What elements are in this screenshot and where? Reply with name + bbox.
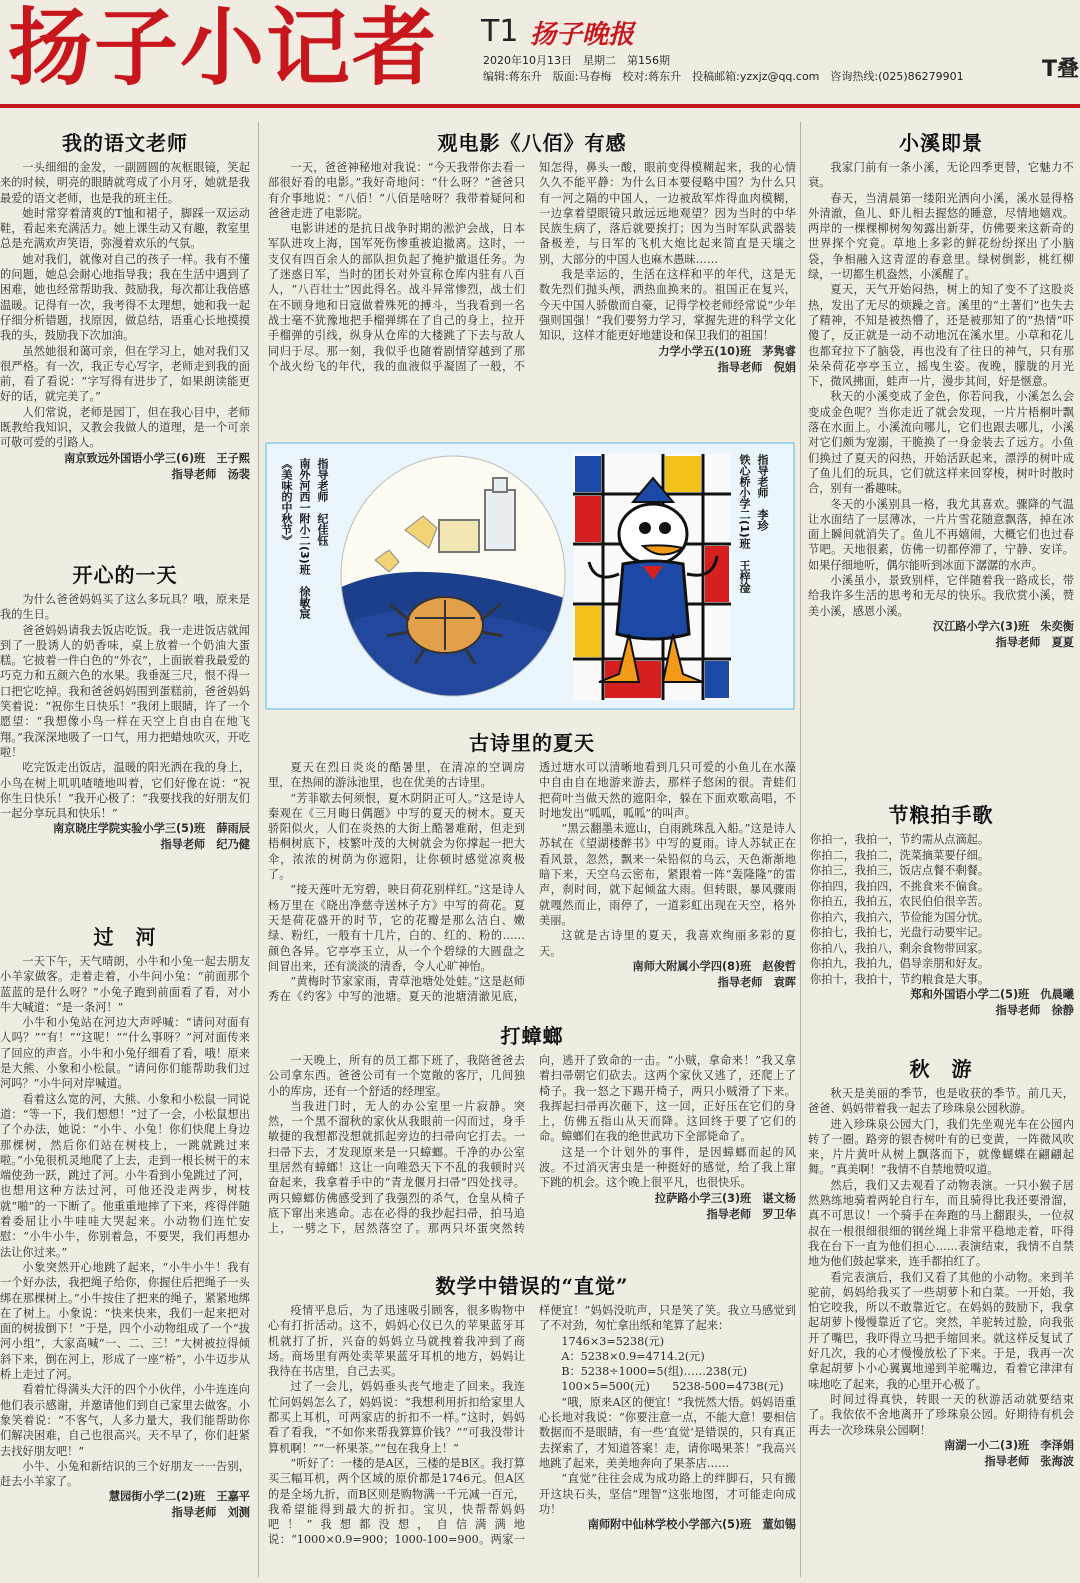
article-clapping-song — [808, 802, 1074, 1019]
paragraph: 看着这么宽的河，大熊、小象和小松鼠一同说道：“等一下，我们想想！”过了一会，小松鼠想出了个办法，她说：“小牛、小兔！你们快爬上身边那棵树，然后你们站在树枝上，一跳就跳过来啦。”小兔很机灵地爬了上去，走到一根长树干的末端使劲一跃，跳过了河。小牛看到小兔跳过了河，也想用这种方法过河，可他还没走两步，树枝就“啪”的一下断了。他重重地摔了下来，疼得伴随着委屈让小牛哇哇大哭起来。小动物们连忙安慰：“小牛小牛，你别着急，不要哭，我们再想办法让你过来。” — [0, 1092, 250, 1259]
article-title: 我的语文老师 — [62, 131, 188, 155]
paragraph: 进入珍珠泉公园大门，我们先坐观光车在公园内转了一圈。路旁的银杏树叶有的已变黄，一阵微风吹来，片片黄叶从树上飘落而下，就像蝴蝶在翩翩起舞。“真美啊！”我情不自禁地赞叹道。 — [808, 1117, 1074, 1177]
article-title: 节粮拍手歌 — [888, 803, 994, 827]
article-title: 秋 游 — [909, 1057, 973, 1081]
teacher-byline: 指导老师 张海波 — [984, 1454, 1074, 1468]
crab-drawing-icon — [335, 450, 571, 702]
calculation-line: 100×5=500(元) 5238-500=4738(元) — [561, 1380, 784, 1394]
article-babai-review — [268, 130, 796, 418]
author-byline: 南师大附属小学四(8)班 赵俊哲 — [632, 959, 796, 973]
article-autumn-outing — [808, 1056, 1074, 1470]
teacher-byline: 指导老师 罗卫华 — [706, 1207, 796, 1221]
paragraph: 人们常说，老师是园丁，但在我心目中，老师既教给我知识，又教会我做人的道理，是一个可亲可敬可爱的引路人。 — [0, 405, 250, 450]
poem-line: 你拍七，我拍七，光盘行动要牢记。 — [810, 926, 990, 939]
article-happy-day — [0, 562, 250, 853]
article-title: 小溪即景 — [899, 131, 983, 155]
paper-name-logo: 扬子晚报 — [530, 20, 635, 50]
paragraph: “黄梅时节家家雨，青草池塘处处蛙。”这是赵师秀在《约客》中写的池塘。夏天的池塘清澈见底，透过塘水可以清晰地看到几只可爱的小鱼儿在水藻中自由自在地游来游去，那样子悠闲的很。青蛙们把荷叶当做天然的遮阳伞，躲在下面欢歌高唱，不时地发出“呱呱，呱呱”的叫声。 — [268, 761, 796, 1004]
paragraph: 秋天的小溪变成了金色，你若问我，小溪怎么会变成金色呢？当你走近了就会发现，一片片梧桐叶飘落在水面上。小溪流向哪儿，它们也跟去哪儿，小溪对它们颇为宠溺，干脆换了一身金装去了远方。小鱼们换过了夏天的闷热，开始活跃起来，漂浮的树叶成了鱼儿们的玩具，它们就这样来回穿梭，树叶时散时合，别有一番趣味。 — [808, 390, 1074, 496]
poem-line: 你拍三，我拍三，饭店点餐不剩餐。 — [810, 864, 990, 877]
paragraph: 时间过得真快，转眼一天的秋游活动就要结束了。我依依不舍地离开了珍珠泉公园。好期待有机会再去一次珍珠泉公园啊！ — [808, 1392, 1074, 1437]
author-byline: 南京晓庄学院实验小学三(5)班 薛雨辰 — [52, 822, 250, 836]
masthead-title: 扬子小记者 — [8, 0, 439, 97]
paragraph: 看着忙得满头大汗的四个小伙伴，小牛连连向他们表示感谢，并邀请他们到自己家里去做客。小象笑着说：“不客气，人多力量大，我们能帮助你们解决困难，自己也很高兴。天不早了，你们赶紧去找好朋友吧！” — [0, 1383, 250, 1458]
article-title: 观电影《八佰》有感 — [437, 131, 627, 155]
page-number: T1 — [481, 14, 519, 49]
article-stream-scene — [808, 130, 1074, 651]
teacher-byline: 指导老师 刘测 — [171, 1506, 250, 1520]
paragraph: “直觉”往往会成为成功路上的绊脚石，只有搬开这块石头，坚信“理智”这张地图，才可能走向成功！ — [539, 1472, 796, 1516]
poem-line: 你拍五，我拍五，农民伯伯很辛苦。 — [810, 895, 990, 908]
poem-lines — [808, 832, 1074, 987]
paragraph: “听好了：一楼的是A区，三楼的是B区。我打算买三幅耳机，两个区域的原价都是1746元。但A区的是全场九折，而B区则是购物满一千元减一百元，我希望能得到最大的折扣。宝贝，快帮帮妈妈吧！”我想都没想，自信满满地说：“1000×0.9=900；1000-100=900。两家一样便宜！”妈妈没吭声，只是笑了笑。我立马感觉到了不对劲，匆忙拿出纸和笔算了起来： — [268, 1304, 796, 1547]
teacher-byline: 指导老师 徐静 — [995, 1004, 1074, 1017]
paragraph: 一天晚上，所有的员工都下班了，我陪爸爸去公司拿东西。爸爸公司有一个宽敞的客厅，几间独小的库房，还有一个舒适的经理室。 — [268, 1054, 525, 1098]
article-yuwen-teacher — [0, 130, 250, 483]
paragraph: 当我进门时，无人的办公室里一片寂静。突然，一个黑不溜秋的家伙从我眼前一闪而过，身手敏捷的我想都没想就抓起旁边的扫帚向它打去。一扫帚下去，才发现原来是一只蟑螂。千净的办公室里居然有蟑螂！这让一向唯恐天下不乱的我顿时兴奋起来，我拿着手中的“青龙偃月扫帚”四处找寻。两只蟑螂仿佛感受到了我强烈的杀气，仓皇从椅子底下窜出来逃命。志在必得的我抄起扫帚，拍马追上，一劈之下，居然落空了。那两只坏蛋突然转向，逃开了致命的一击。“小贼，拿命来！”我又拿着扫帚朝它们砍去。这两个家伙又逃了，还爬上了椅子。我一怒之下踢开椅子，两只小贼滑了下来。我挥起扫帚再次砸下，这一回，正好压在它们的身上，仿佛五指山从天而降。这回终于要了它们的命。蟑螂们在我的绝世武功下全部毙命了。 — [268, 1054, 796, 1236]
author-byline: 南湖一小二(3)班 李泽娟 — [944, 1438, 1074, 1452]
author-byline: 南京致远外国语小学三(6)班 王子熙 — [64, 451, 250, 465]
paragraph: 看完表演后，我们又看了其他的小动物。来到羊驼前，妈妈给我买了一些胡萝卜和白菜。一开始，我怕它咬我，所以不敢靠近它。在妈妈的鼓励下，我拿起胡萝卜慢慢靠近了它。突然，羊驼转过脸，向我张开了嘴巴，我吓得立马把手缩回来。就这样反复试了好几次，我的心才慢慢放松了下来。于是，我再一次拿起胡萝卜小心翼翼地递到羊驼嘴边，看着它津津有味地吃了起来，我的心里开心极了。 — [808, 1270, 1074, 1391]
paragraph: “黑云翻墨未遮山，白雨跳珠乱入船。”这是诗人苏轼在《望湖楼醉书》中写的夏雨。诗人苏轼正在看风景，忽然，飘来一朵铅似的乌云，天色渐渐地暗下来，天空乌云密布，紧跟着一阵“轰隆隆”的雷声，刹时间，就下起倾盆大雨。但转眼，暴风骤雨就嘎然而止，雨停了，一道彩虹出现在天空，格外美丽。 — [539, 822, 796, 927]
paragraph: 然后，我们又去观看了动物表演。一只小猴子居然熟练地骑着两轮自行车，而且骑得比我还要滑溜，真不可思议！一个骑手在奔跑的马上翻跟头，一位叔叔在一根很细很细的钢丝绳上非常平稳地走着，吓得我在台下一直为他们担心……表演结束，我情不自禁地为他们鼓起掌来，连手都拍红了。 — [808, 1178, 1074, 1269]
paragraph: 我家门前有一条小溪，无论四季更替，它魅力不衰。 — [808, 161, 1074, 190]
teacher-byline: 指导老师 倪娟 — [717, 360, 796, 374]
paragraph: 小牛和小兔站在河边大声呼喊：“请问对面有人吗？”“有！”“这呢！”“什么事呀？”河对面传来了回应的声音。小牛和小兔仔细看了看，哦！原来是大熊、小象和小松鼠。“请问你们能帮助我们过河吗？”小牛问对岸喊道。 — [0, 1016, 250, 1091]
article-title: 打蟑螂 — [500, 1024, 564, 1048]
poem-line: 你拍九，我拍九，倡导亲朋和好友。 — [810, 957, 990, 970]
artwork-credit: 铁心桥小学二(1)班 王梓淦 — [738, 454, 751, 593]
paragraph: 这是一个计划外的事件，是因蟑螂而起的风波。不过消灭害虫是一种挺好的感觉，给了我上窜下跳的机会。这个晚上很平凡，也很快乐。 — [539, 1145, 796, 1190]
paragraph: 过了一会儿，妈妈垂头丧气地走了回来。我连忙问妈妈怎么了，妈妈说：“我想利用折扣给家里人都买上耳机，可两家店的折扣不一样。”这时，妈妈看了看我，“不如你来帮我算算价钱？”“可我没带计算机啊！”“一杯果茶。”“包在我身上！” — [268, 1380, 525, 1455]
article-title: 开心的一天 — [72, 563, 178, 587]
article-math-intuition — [268, 1273, 796, 1579]
paragraph: 她对我们，就像对自己的孩子一样。我有不懂的问题，她总会耐心地指导我；我在生活中遇到了困难，她也经常帮助我、鼓励我，每次都让我倍感温暖。记得有一次，我考得不太理想，她和我一起仔细分析错题，找原因，做总结，语重心长地摸摸我的头，鼓励我下次加油。 — [0, 252, 250, 343]
paragraph: 一天下午，天气晴朗，小牛和小兔一起去朋友小羊家做客。走着走着，小牛问小兔：“前面那个蓝蓝的是什么呀？”小兔子跑到前面看了看，对小牛大喊道：“是一条河！” — [0, 955, 250, 1014]
author-byline: 汉江路小学六(3)班 朱奕衡 — [932, 619, 1074, 633]
column-divider — [800, 122, 801, 1577]
article-title: 古诗里的夏天 — [469, 731, 595, 755]
poem-line: 你拍二，我拍二，洗菜摘菜要仔细。 — [810, 848, 990, 862]
paragraph: 一天，爸爸神秘地对我说：“今天我带你去看一部很好看的电影。”我好奇地问：“什么呀？”爸爸只有介事地说：“八佰！”八佰是啥呀？我带着疑问和爸爸走进了电影院。 — [268, 161, 525, 220]
paragraph: 小象突然开心地跳了起来，“小牛小牛！我有一个好办法，我把绳子给你，你握住后把绳子一头绑在那棵树上。”小牛按住了把来的绳子，紧紧地绑在了树上。小象说：“快来快来，我们一起来把对面的树拔倒下！”于是，四个小动物组成了一个“拔河小组”，大家高喊“一、二、三！”大树被拉得倾斜下来，倒在河上，形成了一座“桥”，小牛迈步从桥上走过了河。 — [0, 1260, 250, 1382]
teacher-byline: 指导老师 夏夏 — [995, 635, 1074, 649]
artwork-teacher: 指导老师 纪佳钰 — [316, 458, 329, 546]
column-divider — [258, 122, 259, 1577]
duck-drawing-icon — [573, 454, 731, 700]
masthead-rule — [0, 104, 1080, 108]
paragraph: 春天，当清晨第一缕阳光洒向小溪，溪水显得格外清澈，鱼儿、虾儿相去握悠的睡意，尽情地嬉戏。两岸的一棵棵柳树匆匆露出新芽，仿佛要来这新奇的世界探个究竟。草地上多彩的鲜花纷纷探出了小脑袋，争相融入这青涩的春意里。绿树倒影，桃红柳绿，一切都生机盎然，小溪醒了。 — [808, 191, 1074, 282]
paragraph: 冬天的小溪别具一格，我尤其喜欢。骤降的气温让水面结了一层薄冰，一片片雪花随意飘落，掉在冰面上瞬间就消失了。鱼儿不再嬉闹，大概它们也过春节吧。天地很素，仿佛一切都停滞了，宁静、安详。如果仔细地听，偶尔能听到冰面下潺潺的水声。 — [808, 497, 1074, 572]
paragraph: 这就是古诗里的夏天，我喜欢绚丽多彩的夏天。 — [539, 929, 796, 958]
author-byline: 郑和外国语小学二(5)班 仇晨曦 — [910, 988, 1074, 1001]
paragraph: 我是幸运的，生活在这样和平的年代，这是无数先烈们抛头颅，洒热血换来的。祖国正在复兴，今天中国人骄傲而自豪，记得学校老师经常说“少年强则国强！”我们要努力学习，掌握先进的科学文化知识，这样才能更好地建设和保卫我们的祖国！ — [539, 268, 796, 343]
artwork-panel — [265, 442, 795, 710]
author-byline: 南师附中仙林学校小学部六(5)班 董如锡 — [587, 1518, 796, 1532]
paragraph: 她时常穿着清爽的T恤和裙子，脚踩一双运动鞋，看起来充满活力。她上课生动又有趣，教室里总是充满欢声笑语，弥漫着欢乐的气氛。 — [0, 206, 250, 251]
paragraph: 吃完饭走出饭店，温暖的阳光洒在我的身上，小鸟在树上叽叽喳喳地叫着，它们好像在说：“祝你生日快乐！”我开心极了：“我要找我的好朋友们一起分享玩具和快乐！” — [0, 761, 250, 821]
calculation-block — [539, 1334, 796, 1395]
author-byline: 力学小学五(10)班 茅隽睿 — [658, 344, 796, 358]
paragraph: 为什么爸爸妈妈买了这么多玩具？哦，原来是我的生日。 — [0, 593, 250, 622]
paragraph: 爸爸妈妈请我去饭店吃饭。我一走进饭店就闻到了一股诱人的奶香味，桌上放着一个奶油大蛋糕。它披着一件白色的“外衣”，上面嵌着我最爱的巧克力和五颜六色的水果。我垂涎三尺，恨不得一口把它吃掉。我和爸爸妈妈围到蛋糕前，爸爸妈妈笑着说：“祝你生日快乐！”我闭上眼睛，许了一个愿望：“我想像小鸟一样在天空上自由自在地飞翔。”我深深地吸了一口气，用力把蜡烛吹灭，开吃啦！ — [0, 623, 250, 759]
article-title: 数学中错误的“直觉” — [435, 1274, 629, 1298]
calculation-line: B：5238÷1000=5(组)……238(元) — [561, 1365, 748, 1379]
article-cross-river — [0, 924, 250, 1521]
calculation-line: A：5238×0.9=4714.2(元) — [561, 1349, 705, 1363]
poem-line: 你拍一，我拍一，节约需从点滴起。 — [810, 833, 990, 846]
article-title: 过 河 — [93, 925, 157, 949]
article-cockroach — [268, 1023, 796, 1285]
paragraph: 夏天，天气开始闷热，树上的知了变不了这股炎热，发出了无尽的烦躁之音。溪里的“土著们”也失去了精神，不知是被热懵了，还是被那知了的“热情”吓傻了，反正就是一动不动地沉在溪水里。小草和花儿也都耷拉下了脑袋，再也没有了往日的神气，只有那朵朵荷花亭亭玉立，摇曳生姿。夜晚，朦胧的月光下，微风拂面，蛙声一片，漫步其间，好是惬意。 — [808, 283, 1074, 389]
paragraph: 夏天在烈日炎炎的酷暑里，在清凉的空调房里，在热闹的游泳池里，也在优美的古诗里。 — [268, 761, 525, 790]
paragraph: “接天莲叶无穷碧，映日荷花别样红。”这是诗人杨万里在《晓出净慈寺送林子方》中写的荷花。夏天是荷花盛开的时节，它的花瓣是那么洁白、嫩绿、粉红，一般有十几片，白的、红的、粉的……颜色各异。它亭亭玉立，从一个个碧绿的大圆盘之间冒出来，还有淡淡的清香，令人心旷神怡。 — [268, 883, 525, 973]
teacher-byline: 指导老师 纪乃健 — [160, 838, 250, 852]
teacher-byline: 指导老师 袁晖 — [717, 975, 796, 989]
paragraph: “芳菲歇去何须恨，夏木阴阴正可人。”这是诗人秦观在《三月晦日偶题》中写的夏天的树木。夏天骄阳似火，人们在炎热的大街上酷暑难耐，但走到梧桐树底下，枝繁叶茂的大树就会为你撑起一把大伞，浓浓的树荫为你遮阳，让你顿时感觉凉爽极了。 — [268, 791, 525, 882]
article-summer-poems — [268, 730, 796, 1030]
calculation-line: 1746×3=5238(元) — [561, 1334, 665, 1348]
poem-line: 你拍八，我拍八，剩余食物带回家。 — [810, 941, 990, 955]
artwork-teacher: 指导老师 李珍 — [756, 454, 769, 531]
paragraph: “哦，原来A区的便宜！”我恍然大悟。妈妈语重心长地对我说：“你要注意一点，不能大意！要相信数据而不是眼睛，有一些‘直觉’是错误的，只有真正去探索了，才知道答案！走，请你喝果茶！”我高兴地跳了起来，美美地奔向了果茶店…… — [539, 1395, 796, 1470]
paragraph: 虽然她很和蔼可亲，但在学习上，她对我们又很严格。有一次，我正专心写字，老师走到我的面前，看了看说：“字写得有进步了，如果朗读能更好的话，就完美了。” — [0, 344, 250, 404]
paragraph: 电影讲述的是抗日战争时期的淞沪会战，日本军队进攻上海，国军死伤惨重被迫撤离。这时，一支仅有四百余人的部队担负起了掩护撤退任务。为了迷惑日军，当时的团长对外宣称仓库内驻有八百人，“八百壮士”因此得名。战斗异常惨烈，战士们在不顾身地和日寇做着殊死的搏斗，当我看到一名战士毫不犹豫地把手榴弹绑在了自己的身上，拉开手榴弹的引线，纵身从仓库的大楼跳了下去与敌人同归于尽。那一刻，我似乎也随着剧情穿越到了那个战火纷飞的年代，我的血液似乎凝固了一般，不知怎得，鼻头一酸，眼前变得模糊起来，我的心情久久不能平静：为什么日本要侵略中国？为什么只有一河之隔的中国人，一边被敌军炸得血肉模糊，一边拿着望眼镜只敢远远地观望？因为当时的中华民族生病了，落后就要挨打；因为当时军队武器装备极差，与日军的飞机大炮比起来简直是天壤之别，大部分的中国人也麻木愚昧…… — [268, 161, 796, 373]
author-byline: 拉萨路小学三(3)班 谌文杨 — [654, 1191, 796, 1205]
poem-line: 你拍六，我拍六，节俭能为国分忧。 — [810, 910, 990, 924]
paragraph: 小牛、小兔和新结识的三个好朋友一一告别，赶去小羊家了。 — [0, 1459, 250, 1489]
paragraph: 疫情平息后，为了迅速吸引顾客，很多购物中心有打折活动。这不，妈妈心仪已久的苹果蓝牙耳机就打了折，兴奋的妈妈立马就拽着我冲到了商场。商场里有两处卖苹果蓝牙耳机的地方，妈妈让我待在书店里，自己去买。 — [268, 1304, 525, 1379]
teacher-byline: 指导老师 汤裴 — [171, 467, 250, 481]
poem-line: 你拍四，我拍四，不挑食来不偏食。 — [810, 879, 990, 893]
date-line: 2020年10月13日 星期二 第156期 — [483, 54, 670, 67]
paragraph: 一头细细的金发，一副圆圆的灰框眼镜，笑起来的时候，明亮的眼睛就弯成了小月牙，她就是我最爱的语文老师，也是我的班主任。 — [0, 161, 250, 205]
poem-line: 你拍十，我拍十，节约粮食是大事。 — [810, 972, 990, 986]
artwork-credit: 南外河西一附小二(3)班 徐敏宸 — [298, 458, 311, 619]
paragraph: 小溪虽小，景致别样，它伴随着我一路成长，带给我许多生活的思考和无尽的快乐。我欣赏小溪，赞美小溪，感恩小溪。 — [808, 574, 1074, 618]
paragraph: 秋天是美丽的季节，也是收获的季节。前几天，爸爸、妈妈带着我一起去了珍珠泉公园秋游。 — [808, 1087, 1074, 1116]
author-byline: 慧园街小学二(2)班 王嘉平 — [108, 1490, 250, 1504]
artwork-caption: 《美味的中秋节》 — [280, 458, 293, 546]
section-mark: T叠 — [1042, 57, 1080, 82]
credits-line: 编辑:蒋东升 版面:马春梅 校对:蒋东升 投稿邮箱:yzxjz@qq.com 咨询热线:(025)86279901 — [483, 70, 964, 83]
